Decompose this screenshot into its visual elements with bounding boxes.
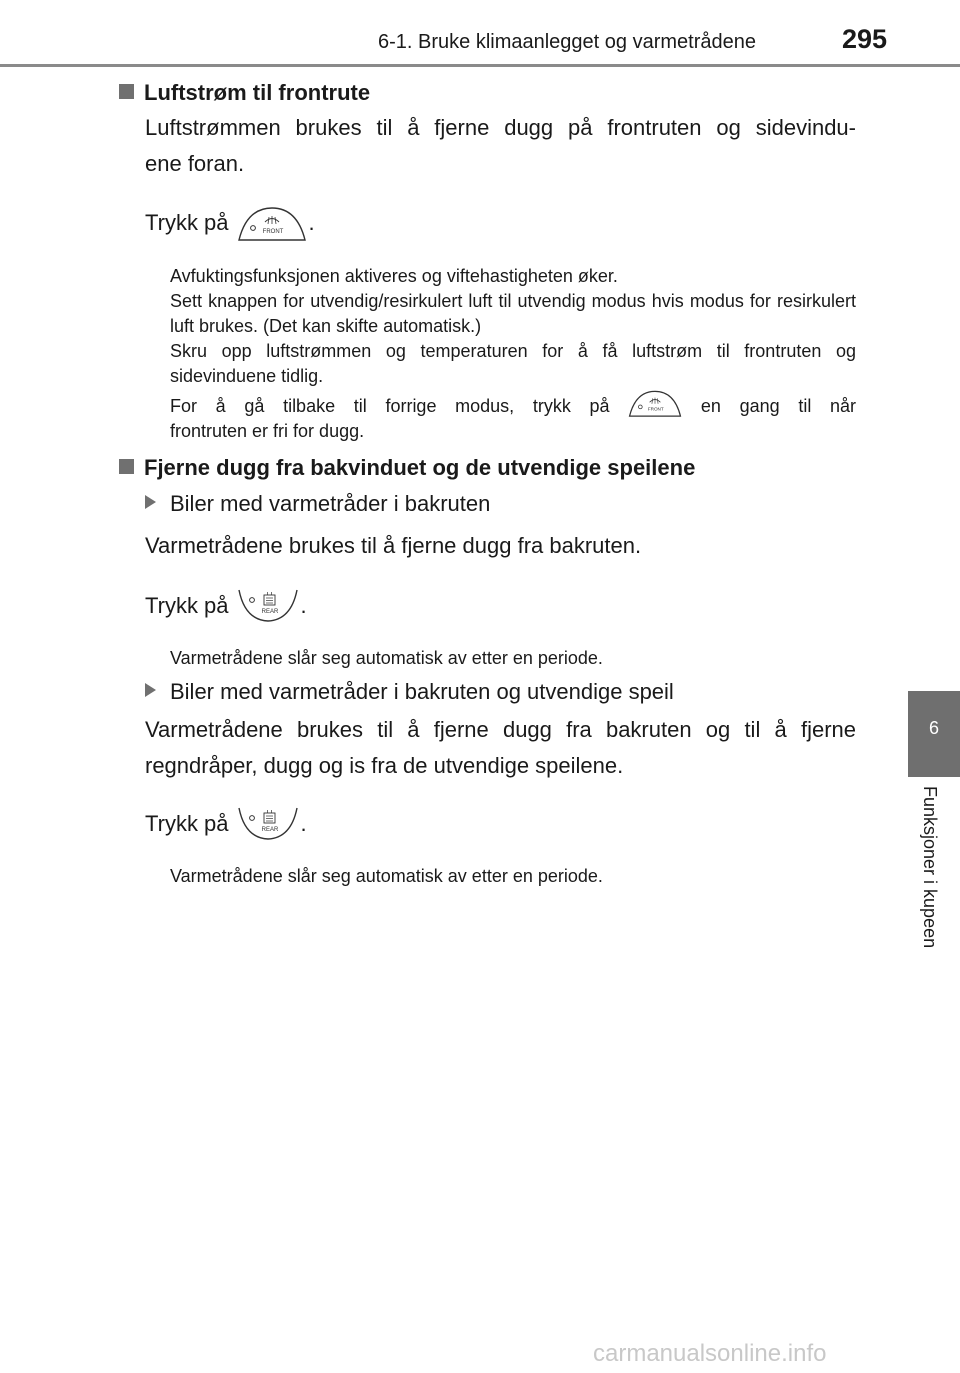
front-press-line: Trykk på FRONT . [145, 204, 315, 242]
header-section-title: 6-1. Bruke klimaanlegget og varmetrådene [378, 31, 756, 53]
front-press-label: Trykk på [145, 210, 229, 235]
front-note-3: Skru opp luftstrømmen og temperaturen for å få luftstrøm til frontruten og sidevinduene tidlig. [170, 341, 856, 386]
rear-button-text: REAR [261, 827, 278, 833]
front-note-4-word: til [798, 396, 812, 416]
front-note-4-word: trykk [532, 396, 571, 416]
front-intro-line2: ene foran. [145, 151, 245, 176]
front-note-4-word: forrige [385, 396, 437, 416]
square-bullet-icon [119, 84, 134, 99]
front-defroster-button-icon [628, 388, 682, 419]
rear-sub2-heading [145, 679, 674, 705]
rear-sub1-press-line: Trykk på REAR . [145, 588, 307, 624]
rear-button-text: REAR [261, 609, 278, 615]
rear-defogger-button-icon [237, 588, 299, 624]
front-note-4-word: gå [244, 396, 265, 416]
page-number: 295 [842, 24, 888, 54]
rear-sub1-press-label: Trykk på [145, 593, 229, 618]
rear-defogger-button-icon [237, 806, 299, 842]
front-note-4-line2: frontruten er fri for dugg. [170, 421, 365, 441]
rear-sub2-note: Varmetrådene slår seg automatisk av etter en periode. [170, 866, 603, 886]
rear-sub2-press-label: Trykk på [145, 811, 229, 836]
front-intro-line1: Luftstrømmen brukes til å fjerne dugg på frontruten og sidevindu- [145, 115, 856, 140]
front-note-2: Sett knappen for utvendig/resirkulert luft til utvendig modus hvis modus for resirkulert luft brukes. (Det kan skifte automatisk.) [170, 291, 856, 336]
front-notes [170, 264, 856, 389]
rear-sub2-press-line: Trykk på REAR . [145, 806, 307, 842]
front-note-4-word: modus, [455, 396, 515, 416]
front-note-4 [170, 394, 856, 444]
triangle-bullet-icon [145, 683, 156, 697]
front-note-4-word: når [829, 396, 856, 416]
front-note-4-word: gang [739, 396, 780, 416]
chapter-label-text: Funksjoner i kupeen [920, 786, 940, 949]
front-note-4-word: tilbake [283, 396, 336, 416]
rear-sub2-text: Varmetrådene brukes til å fjerne dugg fra bakruten og til å fjerne regndråper, dugg og is fra de utvendige speilene. [145, 717, 856, 778]
rear-sub2-title: Biler med varmetråder i bakruten og utvendige speil [170, 679, 674, 704]
front-button-text: FRONT [262, 229, 283, 235]
chapter-label [913, 786, 947, 976]
header-divider [0, 64, 960, 67]
footer-watermark: carmanualsonline.info [593, 1340, 827, 1367]
front-intro [145, 110, 856, 182]
front-button-text: FRONT [648, 406, 664, 412]
front-note-4-word: til [353, 396, 367, 416]
front-note-4-word: For [170, 396, 197, 416]
section-heading-rear-text: Fjerne dugg fra bakvinduet og de utvendige speilene [144, 455, 696, 480]
rear-sub1-text: Varmetrådene brukes til å fjerne dugg fra bakruten. [145, 533, 642, 558]
square-bullet-icon [119, 459, 134, 474]
rear-sub1-heading [145, 491, 490, 517]
rear-sub1-title: Biler med varmetråder i bakruten [170, 491, 491, 516]
front-note-1: Avfuktingsfunksjonen aktiveres og viftehastigheten øker. [170, 266, 618, 286]
front-note-4-word: å [215, 396, 226, 416]
chapter-number: 6 [928, 718, 939, 738]
triangle-bullet-icon [145, 495, 156, 509]
front-defroster-button-icon [237, 204, 307, 242]
front-note-4-word: en [700, 396, 721, 416]
rear-sub1-note: Varmetrådene slår seg automatisk av etter en periode. [170, 648, 603, 668]
section-heading-rear [119, 455, 695, 481]
front-note-4-word: på [589, 396, 610, 416]
front-note-4-line1 [170, 394, 856, 419]
section-heading-front-text: Luftstrøm til frontrute [144, 80, 371, 105]
section-heading-front [119, 80, 370, 106]
